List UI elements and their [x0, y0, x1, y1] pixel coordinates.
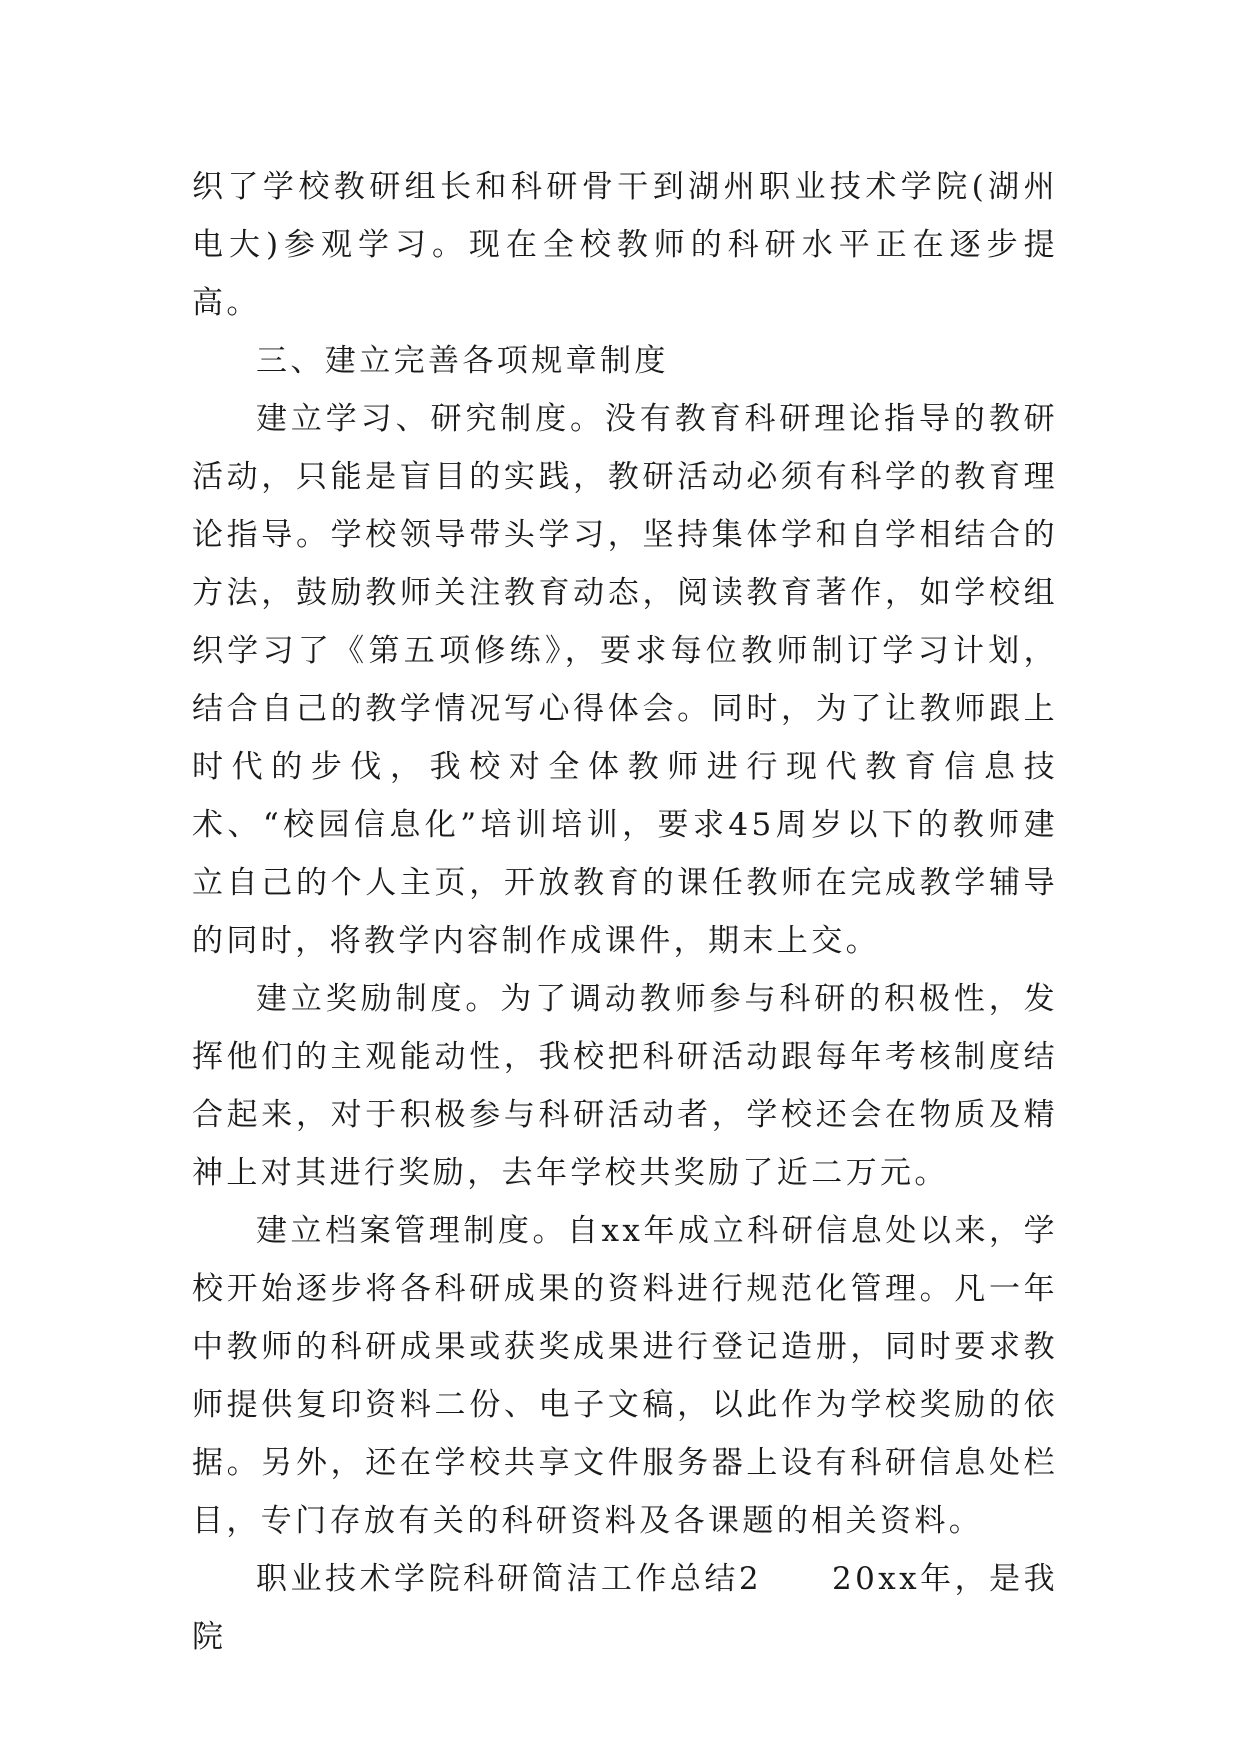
document-page — [192, 158, 1058, 1666]
reward-system-paragraph: 建立奖励制度。为了调动教师参与科研的积极性，发挥他们的主观能动性，我校把科研活动跟每年考核制度结合起来，对于积极参与科研活动者，学校还会在物质及精神上对其进行奖励，去年学校共奖励了近二万元。 — [192, 981, 1058, 1191]
next-summary-paragraph — [192, 1550, 1058, 1666]
next-summary-start: 20xx年，是我院 — [192, 1561, 1058, 1655]
next-summary-title: 职业技术学院科研简洁工作总结2 — [256, 1561, 762, 1597]
study-system-paragraph: 建立学习、研究制度。没有教育科研理论指导的教研活动，只能是盲目的实践，教研活动必须有科学的教育理论指导。学校领导带头学习，坚持集体学和自学相结合的方法，鼓励教师关注教育动态，阅读教育著作，如学校组织学习了《第五项修练》，要求每位教师制订学习计划，结合自己的教学情况写心得体会。同时，为了让教师跟上时代的步伐，我校对全体教师进行现代教育信息技术、“校园信息化”培训培训，要求45周岁以下的教师建立自己的个人主页，开放教育的课任教师在完成教学辅导的同时，将教学内容制作成课件，期末上交。 — [192, 401, 1058, 959]
intro-paragraph: 织了学校教研组长和科研骨干到湖州职业技术学院(湖州电大)参观学习。现在全校教师的科研水平正在逐步提高。 — [192, 169, 1058, 321]
section-heading: 三、建立完善各项规章制度 — [256, 343, 669, 379]
archive-system-paragraph: 建立档案管理制度。自xx年成立科研信息处以来，学校开始逐步将各科研成果的资料进行规范化管理。凡一年中教师的科研成果或获奖成果进行登记造册，同时要求教师提供复印资料二份、电子文稿，以此作为学校奖励的依据。另外，还在学校共享文件服务器上设有科研信息处栏目，专门存放有关的科研资料及各课题的相关资料。 — [192, 1213, 1058, 1539]
